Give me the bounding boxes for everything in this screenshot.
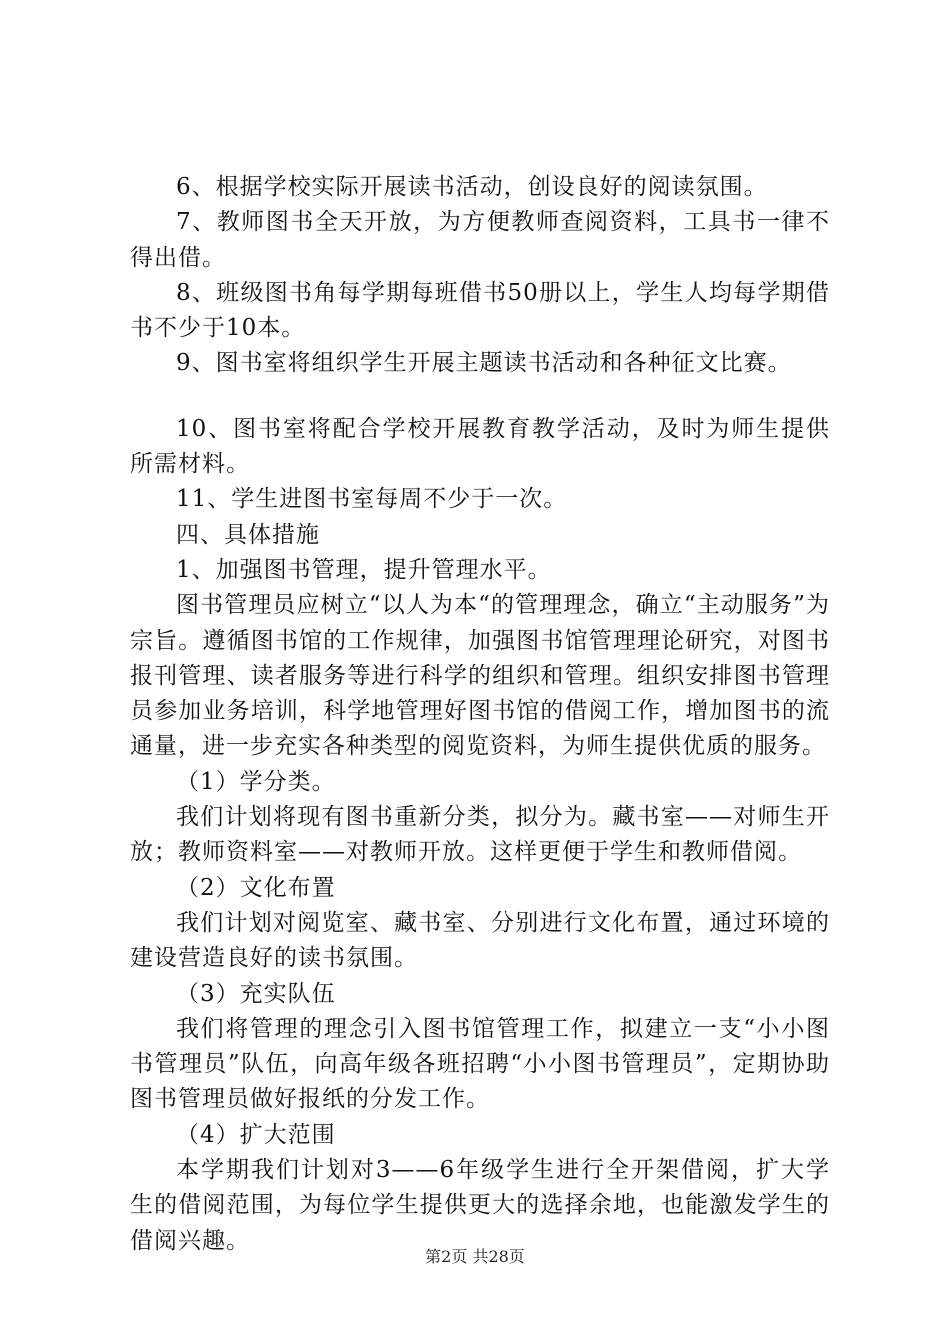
sub-heading-3: （3）充实队伍: [176, 980, 336, 1007]
paragraph-9: 9、图书室将组织学生开展主题读书活动和各种征文比赛。: [176, 350, 792, 377]
sub-heading-4: （4）扩大范围: [176, 1121, 336, 1148]
sub-heading-1: （1）学分类。: [176, 768, 336, 795]
paragraph-11: 11、学生进图书室每周不少于一次。: [176, 486, 568, 513]
section-heading: 四、具体措施: [176, 521, 320, 548]
blank-line: [130, 382, 830, 412]
measure-1-body: 图书管理员应树立“以人为本“的管理理念，确立“主动服务”为宗旨。遵循图书馆的工作规律，加强图书馆管理理论研究，对图书报刊管理、读者服务等进行科学的组织和管理。组织安排图书管理员参加业务培训，科学地管理好图书馆的借阅工作，增加图书的流通量，进一步充实各种类型的阅览资料，为师生提供优质的服务。: [130, 592, 830, 760]
body-text: [130, 170, 830, 1259]
sub-body-2: 我们计划对阅览室、藏书室、分别进行文化布置，通过环境的建设营造良好的读书氛围。: [130, 909, 830, 972]
paragraph-8: 8、班级图书角每学期每班借书50册以上，学生人均每学期借书不少于10本。: [130, 279, 830, 342]
sub-heading-2: （2）文化布置: [176, 874, 336, 901]
sub-body-1: 我们计划将现有图书重新分类，拟分为。藏书室——对师生开放；教师资料室——对教师开放。这样更便于学生和教师借阅。: [130, 804, 830, 866]
measure-1-heading: 1、加强图书管理，提升管理水平。: [176, 556, 552, 583]
page-footer: 第2页 共28页: [425, 1247, 525, 1266]
paragraph-6: 6、根据学校实际开展读书活动，创设良好的阅读氛围。: [176, 174, 768, 200]
sub-body-3: 我们将管理的理念引入图书馆管理工作，拟建立一支“小小图书管理员”队伍，向高年级各班招聘“小小图书管理员”，定期协助图书管理员做好报纸的分发工作。: [130, 1015, 830, 1113]
sub-body-4: 本学期我们计划对3——6年级学生进行全开架借阅，扩大学生的借阅范围，为每位学生提供更大的选择余地，也能激发学生的借阅兴趣。: [130, 1157, 830, 1254]
paragraph-10: 10、图书室将配合学校开展教育教学活动，及时为师生提供所需材料。: [130, 415, 830, 478]
paragraph-7: 7、教师图书全天开放，为方便教师查阅资料，工具书一律不得出借。: [130, 209, 830, 271]
